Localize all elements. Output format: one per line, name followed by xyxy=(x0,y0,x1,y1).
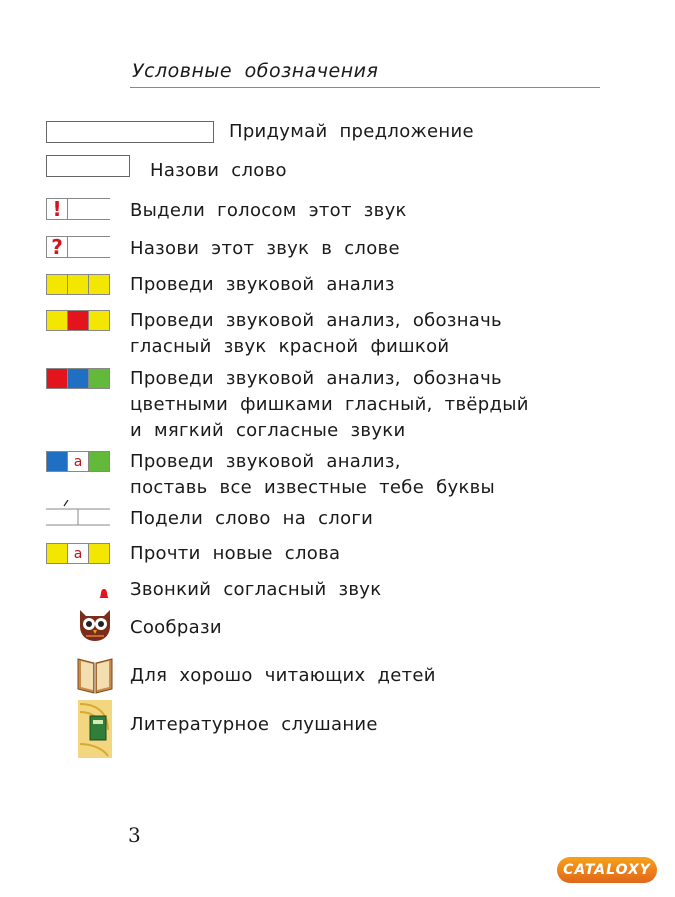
legend-label-invent-sentence: Придумай предложение xyxy=(229,121,474,142)
legend-label-colors-line2: цветными фишками гласный, твёрдый xyxy=(130,394,529,415)
question-mark: ? xyxy=(51,235,63,259)
legend-label-think: Сообрази xyxy=(130,617,222,638)
owl-icon xyxy=(76,608,114,646)
sentence-box-icon xyxy=(46,121,214,143)
sound-analysis-scheme-icon xyxy=(46,274,109,295)
letters-analysis-scheme-icon xyxy=(46,451,109,472)
legend-label-colors-line1: Проведи звуковой анализ, обозначь xyxy=(130,368,502,389)
stress-sound-scheme-icon xyxy=(46,198,110,220)
legend-label-stress-sound: Выдели голосом этот звук xyxy=(130,200,407,221)
legend-label-good-readers: Для хорошо читающих детей xyxy=(130,665,436,686)
legend-label-vowel-line2: гласный звук красной фишкой xyxy=(130,336,450,357)
word-box-icon xyxy=(46,155,130,177)
read-new-scheme-icon xyxy=(46,543,109,564)
open-book-icon xyxy=(76,655,114,699)
exclamation-mark: ! xyxy=(52,197,62,221)
legend-label-read-new: Прочти новые слова xyxy=(130,543,341,564)
name-sound-scheme-icon xyxy=(46,236,110,258)
letter-a: а xyxy=(73,453,83,470)
syllables-scheme-icon xyxy=(46,500,110,526)
legend-label-voiced: Звонкий согласный звук xyxy=(130,579,382,600)
legend-label-letters-line2: поставь все известные тебе буквы xyxy=(130,477,496,498)
legend-label-letters-line1: Проведи звуковой анализ, xyxy=(130,451,401,472)
page-heading: Условные обозначения xyxy=(132,60,379,82)
legend-label-listening: Литературное слушание xyxy=(130,714,378,735)
color-analysis-scheme-icon xyxy=(46,368,109,389)
heading-rule xyxy=(130,87,600,88)
legend-label-vowel-line1: Проведи звуковой анализ, обозначь xyxy=(130,310,502,331)
watermark-logo: CATALOXY xyxy=(557,857,657,883)
page-number: 3 xyxy=(128,823,141,847)
legend-label-name-sound: Назови этот звук в слове xyxy=(130,238,400,259)
green-book-icon xyxy=(78,700,112,762)
legend-label-name-word: Назови слово xyxy=(150,160,287,181)
legend-label-colors-line3: и мягкий согласные звуки xyxy=(130,420,406,441)
legend-label-sound-analysis: Проведи звуковой анализ xyxy=(130,274,395,295)
vowel-analysis-scheme-icon xyxy=(46,310,109,331)
legend-label-syllables: Подели слово на слоги xyxy=(130,508,374,529)
bell-icon xyxy=(99,585,109,604)
letter-a: а xyxy=(73,545,83,562)
